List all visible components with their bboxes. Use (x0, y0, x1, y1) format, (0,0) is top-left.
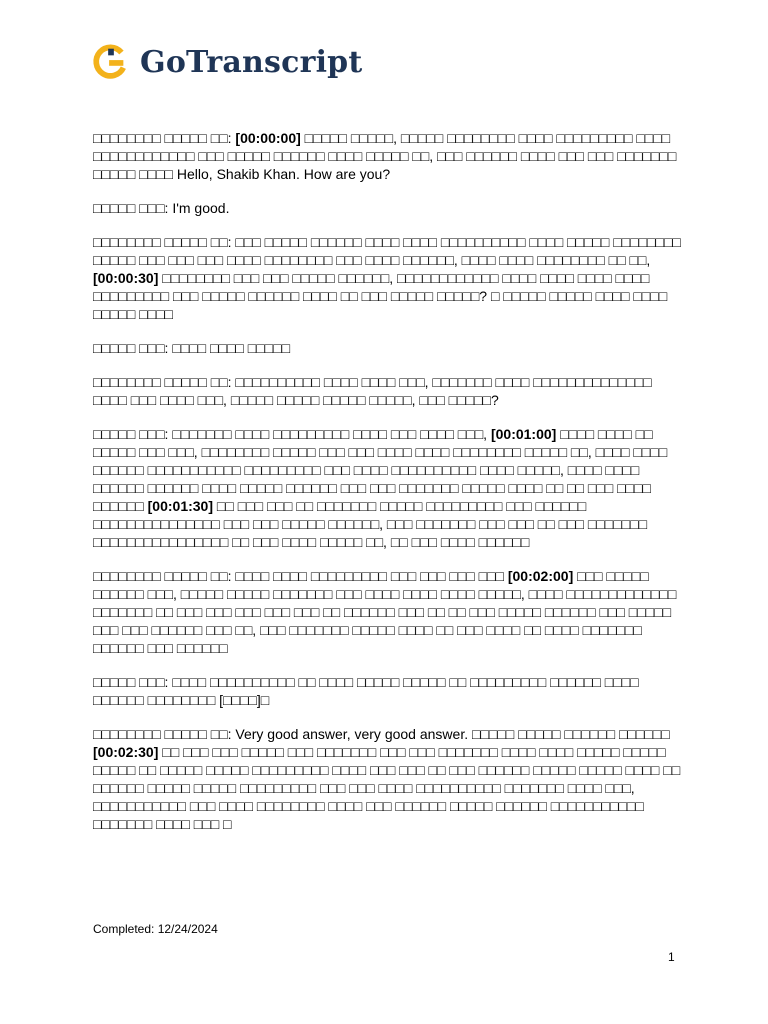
transcript-text: □□□□□□□□ □□□□□ □□: (93, 130, 236, 146)
transcript-text: □□□□□□□□ □□□□□ □□: □□□ □□□□□ □□□□□□ □□□□ □□□□ □□□□□□□□□□ □□□□ □□□□□ □□□□□□□□ □□□□□ □□□ □□□ □□□ □□□□ □□□□□□□□ □□□ □□□□ □□□□□□, □□□□ □□□□ □□□□□□□□ □□ □□, (93, 234, 681, 268)
gotranscript-g-icon (92, 43, 130, 81)
transcript-text: □□□□□□□□ □□□ □□□ □□□□□ □□□□□□, □□□□□□□□□□□□ □□□□ □□□□ □□□□ □□□□ □□□□□□□□□ □□□ □□□□□ □□□□□□ □□□□ □□ □□□ □□□□□ □□□□□? □ □□□□□ □□□□□ □□□□ □□□□ □□□□□ □□□□ (93, 270, 668, 322)
timestamp: [00:02:00] (507, 568, 574, 584)
transcript-text: □□□ □□□□□ □□□□□□ □□□, □□□□□ □□□□□ □□□□□□□ □□□ □□□□ □□□□ □□□□ □□□□□, □□□□ □□□□□□□□□□□□□ □□□□□□□ □□ □□□ □□□ □□□ □□□ □□□ □□ □□□□□□ □□□ □□ □□ □□□ □□□□□ □□□□□□ □□□ □□□□□ □□□ □□□ □□□□□□ □□□ □□, □□□ □□□□□□□ □□□□□ □□□□ □□ □□□ □□□□ □□ □□□□ □□□□□□□ □□□□□□ □□□ □□□□□□ (93, 568, 677, 656)
brand-name: GoTranscript (140, 44, 363, 80)
transcript-paragraph (93, 233, 681, 323)
page-number: 1 (668, 950, 675, 964)
transcript-text: □□□□□ □□□: I'm good. (93, 200, 230, 216)
timestamp: [00:02:30] (93, 744, 159, 760)
transcript-paragraph (93, 373, 681, 409)
transcript-paragraph (93, 129, 681, 183)
transcript-text: □□□□□□□□ □□□□□ □□: Very good answer, very good answer. □□□□□ □□□□□ □□□□□□ □□□□□□ (93, 726, 670, 742)
transcript-paragraph (93, 339, 681, 357)
transcript-paragraph (93, 425, 681, 551)
transcript-text: □□□□□ □□□: □□□□□□□ □□□□ □□□□□□□□□ □□□□ □□□ □□□□ □□□, (93, 426, 491, 442)
transcript-paragraph (93, 199, 681, 217)
timestamp: [00:00:00] (235, 130, 301, 146)
gotranscript-logo (92, 40, 362, 84)
transcript-paragraph (93, 567, 681, 657)
transcript-text: □□ □□□ □□□ □□□□□ □□□ □□□□□□□ □□□ □□□ □□□□□□□ □□□□ □□□□ □□□□□ □□□□□ □□□□□ □□ □□□□□ □□□□□ □□□□□□□□□ □□□□ □□□ □□□ □□ □□□ □□□□□□ □□□□□ □□□□□ □□□□ □□ □□□□□□ □□□□□ □□□□□ □□□□□□□□□ □□□ □□□ □□□□ □□□□□□□□□□ □□□□□□□ □□□□ □□□, □□□□□□□□□□□ □□□ □□□□ □□□□□□□□ □□□□ □□□ □□□□□□ □□□□□ □□□□□□ □□□□□□□□□□□ □□□□□□□ □□□□ □□□ □ (93, 744, 681, 832)
transcript-text: □□□□ □□□□ □□ □□□□□ □□□ □□□, □□□□□□□□ □□□□□ □□□ □□□ □□□□ □□□□ □□□□□□□□ □□□□□ □□, □□□□ □□□□ □□□□□□ □□□□□□□□□□□ □□□□□□□□□ □□□ □□□□ □□□□□□□□□□ □□□□ □□□□□, □□□□ □□□□ □□□□□□ □□□□□□ □□□□ □□□□□ □□□□□□ □□□ □□□ □□□□□□□ □□□□□ □□□□ □□ □□ □□□ □□□□ □□□□□□ (93, 426, 668, 514)
transcript-paragraph (93, 673, 681, 709)
completed-date: Completed: 12/24/2024 (93, 922, 218, 936)
transcript-text: □□□□□ □□□□□, □□□□□ □□□□□□□□ □□□□ □□□□□□□□□ □□□□ □□□□□□□□□□□□ □□□ □□□□□ □□□□□□ □□□□ □□□□□ □□, □□□ □□□□□□ □□□□ □□□ □□□ □□□□□□□ □□□□□ □□□□ Hello, Shakib Khan. How are you? (93, 130, 677, 182)
timestamp: [00:01:00] (490, 426, 557, 442)
transcript-text: □□□□□□□□ □□□□□ □□: □□□□□□□□□□ □□□□ □□□□ □□□, □□□□□□□ □□□□ □□□□□□□□□□□□□□ □□□□ □□□ □□□□ □□□, □□□□□ □□□□□ □□□□□ □□□□□, □□□ □□□□□? (93, 374, 652, 408)
timestamp: [00:00:30] (93, 270, 159, 286)
transcript-paragraph (93, 725, 681, 833)
transcript-text: □□ □□□ □□□ □□ □□□□□□□ □□□□□ □□□□□□□□□ □□□ □□□□□□ □□□□□□□□□□□□□□□ □□□ □□□ □□□□□ □□□□□□, □□□ □□□□□□□ □□□ □□□ □□ □□□ □□□□□□□ □□□□□□□□□□□□□□□□ □□ □□□ □□□□ □□□□□ □□, □□ □□□ □□□□ □□□□□□ (93, 498, 648, 550)
transcript-text: □□□□□ □□□: □□□□ □□□□ □□□□□ (93, 340, 291, 356)
timestamp: [00:01:30] (147, 498, 214, 514)
transcript-text: □□□□□ □□□: □□□□ □□□□□□□□□□ □□ □□□□ □□□□□ □□□□□ □□ □□□□□□□□□ □□□□□□ □□□□ □□□□□□ □□□□□□□□ [□□□□]□ (93, 674, 639, 708)
transcript-body (93, 129, 681, 849)
transcript-text: □□□□□□□□ □□□□□ □□: □□□□ □□□□ □□□□□□□□□ □□□ □□□ □□□ □□□ (93, 568, 508, 584)
